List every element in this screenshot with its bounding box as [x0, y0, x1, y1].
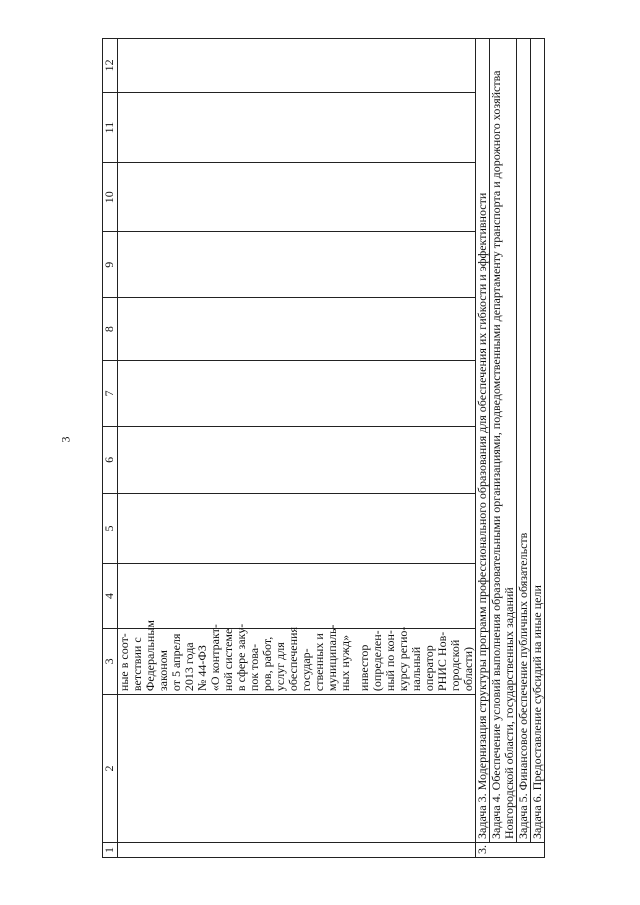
header-cell-12: 12	[103, 39, 118, 93]
text-line: ный по кон-	[383, 630, 397, 692]
text-line: муниципаль-	[325, 624, 339, 692]
text-line: ные в соот-	[117, 633, 131, 692]
text-line: (определен-	[370, 630, 384, 692]
header-cell-10: 10	[103, 163, 118, 232]
table-row	[118, 39, 476, 858]
text-line: нальный	[409, 646, 423, 692]
cell-empty	[118, 493, 476, 564]
header-cell-2: 2	[103, 695, 118, 843]
text-line: в сфере заку-	[234, 623, 248, 692]
program-table	[102, 38, 545, 858]
text-line: ственных и	[312, 633, 326, 692]
cell-empty	[118, 92, 476, 163]
header-cell-11: 11	[103, 92, 118, 163]
text-line: области)	[461, 646, 475, 692]
text-line: курсу регио-	[396, 626, 410, 692]
cell-empty	[118, 163, 476, 232]
text-line: городской	[448, 639, 462, 692]
header-cell-9: 9	[103, 232, 118, 298]
text-line: ных нужд»	[338, 634, 352, 692]
cell-empty	[118, 232, 476, 298]
text-line: ветствии с	[130, 637, 144, 692]
text-line: обеспечения	[286, 627, 300, 692]
text-line: ной системе	[221, 628, 235, 692]
text-line: государ-	[299, 648, 313, 692]
column3-cell	[117, 620, 476, 694]
header-cell-4: 4	[103, 564, 118, 628]
text-line: ров, работ,	[260, 636, 274, 692]
task-item: Задача 5. Финансовое обеспечение публичных обязательств	[516, 39, 530, 842]
cell-empty	[118, 360, 476, 426]
header-cell-5: 5	[103, 493, 118, 564]
task-item: Задача 6. Предоставление субсидий на иные цели	[530, 39, 544, 842]
cell-empty	[118, 843, 476, 858]
header-cell-3: 3	[103, 628, 118, 694]
task-item: Задача 3. Модернизация структуры программ профессионального образования для обеспечения их гибкости и эффективности	[475, 192, 489, 839]
text-line: от 5 апреля	[169, 633, 183, 692]
task-row	[476, 39, 545, 858]
tasks-cell	[476, 39, 545, 843]
text-line: № 44-ФЗ	[195, 645, 209, 692]
header-row	[103, 39, 118, 858]
cell-empty	[118, 427, 476, 493]
text-line: инвестор	[357, 644, 371, 692]
cell-empty	[118, 39, 476, 93]
text-line: пок това-	[247, 643, 261, 692]
cell-empty	[118, 298, 476, 360]
text-line: Федеральным	[143, 620, 157, 692]
text-line: 2013 года	[182, 642, 196, 692]
text-line: законом	[156, 650, 170, 692]
row-number: 3.	[476, 843, 545, 858]
cell-empty	[118, 695, 476, 843]
text-line: «О контракт-	[208, 624, 222, 692]
header-cell-7: 7	[103, 360, 118, 426]
header-cell-6: 6	[103, 427, 118, 493]
rotated-table-page	[102, 38, 544, 858]
header-cell-8: 8	[103, 298, 118, 360]
cell-empty	[118, 564, 476, 628]
text-line: оператор	[422, 645, 436, 692]
page-number: 3	[58, 436, 73, 443]
text-line: услуг для	[273, 642, 287, 692]
text-line: РНИС Нов-	[435, 631, 449, 692]
header-cell-1: 1	[103, 843, 118, 858]
task-item: Задача 4. Обеспечение условий выполнения образовательными организациями, подведомственными департаменту транспорта и дорожного хозяйства Новгородской области, государственных заданий	[489, 39, 516, 842]
